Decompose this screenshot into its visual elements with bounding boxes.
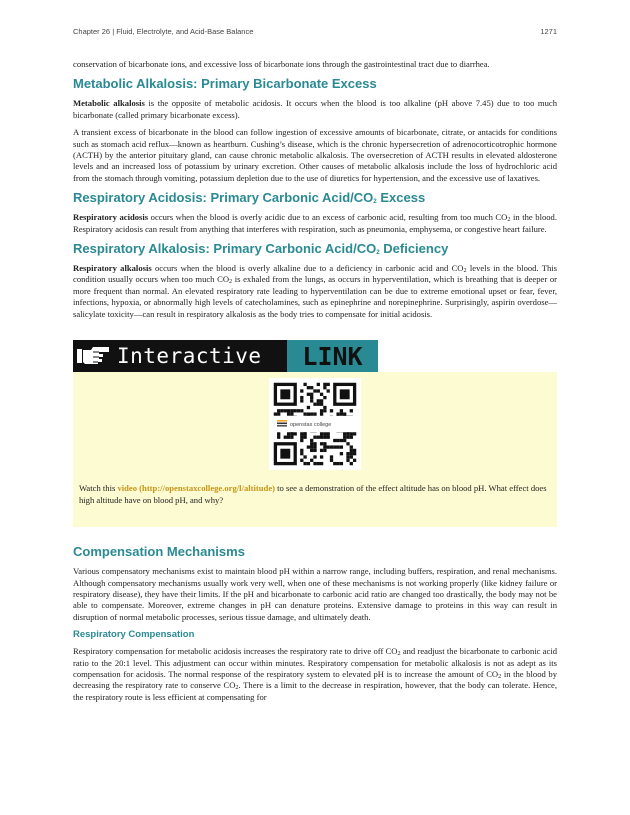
heading-respiratory-acidosis: Respiratory Acidosis: Primary Carbonic Acid/$CO_2$ Excess [73, 190, 426, 206]
qr-code[interactable] [269, 378, 361, 470]
paragraph-respiratory-compensation: Respiratory compensation for metabolic acidosis increases the respiratory rate to drive off $CO_2$ and readjust the bicarbonate to carbonic acid ratio to the 20:1 level. This adjustment can occur within minutes. Respiratory compensation for metabolic alkalosis is not as adept as its compensation for acidosis. The normal response of the respiratory system to elevated pH is to increase the amount of $CO_2$ in the blood by decreasing the respiratory rate to conserve $CO_2$. There is a limit to the decrease in respiration, however, that the body can tolerate. Hence, the respiratory route is less efficient at compensating for [73, 646, 558, 702]
interactive-link-box [73, 372, 557, 527]
video-link[interactable]: video (http://openstaxcollege.org/l/altitude) [117, 483, 275, 494]
term-metabolic-alkalosis: Metabolic alkalosis [73, 98, 145, 109]
paragraph-compensation: Various compensatory mechanisms exist to maintain blood pH within a narrow range, including buffers, respiration, and renal mechanisms. Although compensatory mechanisms usually work very well, when one of these mechanisms is not working properly (like kidney failure or respiratory disease), they have their limits. If the pH and bicarbonate to carbonic acid ratio are changed too drastically, the body may not be able to compensate. Moreover, extreme changes in pH can denature proteins. Extensive damage to proteins in this way can result in disruption of normal metabolic processes, serious tissue damage, and ultimately death. [73, 566, 557, 622]
interactive-link-text: Watch this video (http://openstaxcollege.org/l/altitude) to see a demonstration of the effect altitude has on blood pH. What effect does high altitude have on blood pH, and why? [79, 483, 547, 505]
heading-compensation-mechanisms: Compensation Mechanisms [73, 544, 245, 560]
heading-respiratory-compensation: Respiratory Compensation [73, 629, 195, 641]
heading-metabolic-alkalosis: Metabolic Alkalosis: Primary Bicarbonate Excess [73, 76, 377, 92]
page-content [73, 59, 557, 709]
chapter-title: Chapter 26 | Fluid, Electrolyte, and Acid-Base Balance [73, 27, 254, 36]
banner-link-text: LINK [287, 340, 378, 372]
term-respiratory-alkalosis: Respiratory alkalosis [73, 263, 152, 274]
paragraph-respiratory-acidosis: Respiratory acidosis occurs when the blood is overly acidic due to an excess of carbonic acid, resulting from too much $CO_2$ in the blood. Respiratory acidosis can result from anything that interferes with respiration, such as pneumonia, emphysema, or congestive heart failure. [73, 212, 558, 234]
qr-brand-text: openstax college [290, 422, 332, 429]
paragraph-respiratory-alkalosis: Respiratory alkalosis occurs when the blood is overly alkaline due to a deficiency in carbonic acid and $CO_2$ levels in the blood. This condition usually occurs when too much $CO_2$ is exhaled from the lungs, as occurs in hyperventilation, which is breathing that is deeper or more frequent than normal. An elevated respiratory rate leading to hyperventilation can be due to extreme emotional upset or fear, fever, infections, hypoxia, or abnormally high levels of catecholamines, such as epinephrine and norepinephrine. Surprisingly, aspirin overdose—salicylate toxicity—can result in respiratory alkalosis as the body tries to compensate for initial acidosis. [73, 263, 557, 319]
heading-respiratory-alkalosis: Respiratory Alkalosis: Primary Carbonic Acid/$CO_2$ Deficiency [73, 241, 449, 257]
pointing-hand-icon [77, 345, 111, 367]
term-respiratory-acidosis: Respiratory acidosis [73, 212, 149, 223]
intro-paragraph: conservation of bicarbonate ions, and excessive loss of bicarbonate ions through the gastrointestinal tract due to diarrhea. [73, 59, 490, 69]
banner-interactive-text: Interactive [117, 344, 262, 369]
page-header [73, 27, 557, 39]
interactive-link-banner [73, 340, 378, 372]
page-number: 1271 [540, 27, 557, 36]
paragraph-metabolic-alkalosis-def: Metabolic alkalosis is the opposite of metabolic acidosis. It occurs when the blood is too alkaline (pH above 7.45) due to too much bicarbonate (called primary bicarbonate excess). [73, 98, 558, 120]
qr-code-image [269, 378, 361, 470]
paragraph-metabolic-alkalosis-causes: A transient excess of bicarbonate in the blood can follow ingestion of excessive amounts of bicarbonate, citrate, or antacids for conditions such as stomach acid reflux—known as heartburn. Cushing’s disease, which is the chronic hypersecretion of adrenocorticotrophic hormone (ACTH) by the anterior pituitary gland, can cause chronic metabolic alkalosis. The oversecretion of ACTH results in elevated aldosterone levels and an increased loss of potassium by urinary excretion. Other causes of metabolic alkalosis include the loss of hydrochloric acid from the stomach through vomiting, potassium depletion due to the use of diuretics for hypertension, and the excessive use of laxatives. [73, 127, 557, 183]
